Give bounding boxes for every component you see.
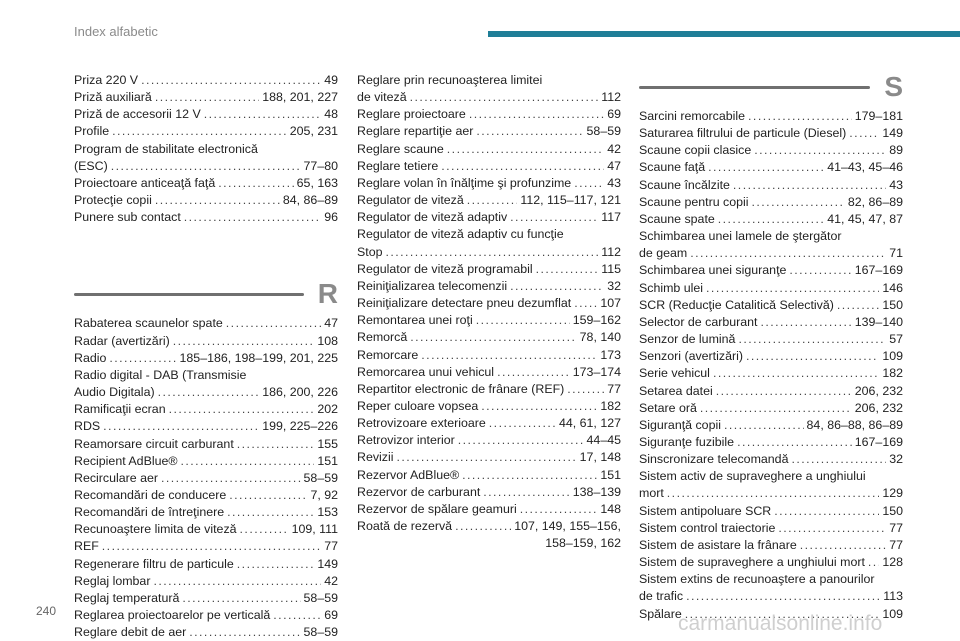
- index-entry: Regulator de viteză adaptiv . . . 117: [357, 209, 621, 226]
- index-entry: Priză de accesorii 12 V . . . 48: [74, 106, 338, 123]
- index-entry: Priza 220 V . . . 49: [74, 72, 338, 89]
- index-entry: Repartitor electronic de frânare (REF) . . . 77: [357, 381, 621, 398]
- index-entry: Rezervor de spălare geamuri . . . 148: [357, 501, 621, 518]
- index-entry: Reglare proiectoare . . . 69: [357, 106, 621, 123]
- index-entry: Sarcini remorcabile . . . 179–181: [639, 108, 903, 125]
- index-entry: Remontarea unei roţi . . . 159–162: [357, 312, 621, 329]
- index-entry: Reiniţializarea telecomenzii . . . 32: [357, 278, 621, 295]
- index-entry: Scaune încălzite . . . 43: [639, 177, 903, 194]
- index-entry: Retrovizor interior . . . 44–45: [357, 432, 621, 449]
- index-entry: Remorcă . . . 78, 140: [357, 329, 621, 346]
- index-entry: Revizii . . . 17, 148: [357, 449, 621, 466]
- index-entry: Reglaj temperatură . . . 58–59: [74, 590, 338, 607]
- index-entry: Siguranţe fuzibile . . . 167–169: [639, 434, 903, 451]
- section-letter: S: [884, 71, 903, 102]
- index-entry: de trafic . . . 113: [639, 588, 903, 605]
- index-entry: Reamorsare circuit carburant . . . 155: [74, 436, 338, 453]
- header-accent-bar: [488, 31, 960, 37]
- index-entry: Retrovizoare exterioare . . . 44, 61, 127: [357, 415, 621, 432]
- index-entry-line: Reglare prin recunoaşterea limitei: [357, 73, 543, 87]
- index-column-2: [357, 72, 621, 552]
- index-entry: Reper culoare vopsea . . . 182: [357, 398, 621, 415]
- index-entry: Schimbarea unei siguranţe . . . 167–169: [639, 262, 903, 279]
- page-number: 240: [36, 604, 57, 618]
- section-divider: [74, 293, 304, 296]
- index-entry: Stop . . . 112: [357, 244, 621, 261]
- index-entry-line: Program de stabilitate electronică: [74, 141, 258, 156]
- index-entry: Senzor de lumină . . . 57: [639, 331, 903, 348]
- index-entry: Protecţie copii . . . 84, 86–89: [74, 192, 338, 209]
- index-entry: Schimb ulei . . . 146: [639, 280, 903, 297]
- index-column-3: [639, 72, 903, 623]
- index-entry: Profile . . . 205, 231: [74, 123, 338, 140]
- index-entry: Saturarea filtrului de particule (Diesel) . . . 149: [639, 125, 903, 142]
- index-column-1: [74, 72, 338, 641]
- index-entry: Reglare debit de aer . . . 58–59: [74, 624, 338, 641]
- index-entry: Proiectoare anticeaţă faţă . . . 65, 163: [74, 175, 338, 192]
- index-entry: Punere sub contact . . . 96: [74, 209, 338, 226]
- index-entry: Roată de rezervă . . . 107, 149, 155–156,: [357, 518, 621, 535]
- index-entry: Sistem de asistare la frânare . . . 77: [639, 537, 903, 554]
- index-entry-continuation: 158–159, 162: [545, 536, 621, 551]
- index-entry-line: Sistem extins de recunoaştere a panourilor: [639, 572, 875, 587]
- index-entry: (ESC) . . . 77–80: [74, 158, 338, 175]
- section-heading-r: [74, 279, 338, 309]
- index-entry: Scaune pentru copii . . . 82, 86–89: [639, 194, 903, 211]
- index-entry: Recipient AdBlue® . . . 151: [74, 453, 338, 470]
- index-entry: Radio . . . 185–186, 198–199, 201, 225: [74, 350, 338, 367]
- index-entry: Selector de carburant . . . 139–140: [639, 314, 903, 331]
- index-entry: Recunoaştere limita de viteză . . . 109, 111: [74, 521, 338, 538]
- index-entry: Sistem control traiectorie . . . 77: [639, 520, 903, 537]
- index-entry: Priză auxiliară . . . 188, 201, 227: [74, 89, 338, 106]
- running-header-title: Index alfabetic: [74, 24, 158, 39]
- index-entry: Setare oră . . . 206, 232: [639, 400, 903, 417]
- index-entry: RDS . . . 199, 225–226: [74, 418, 338, 435]
- index-entry: Senzori (avertizări) . . . 109: [639, 348, 903, 365]
- index-entry: Spălare . . . 109: [639, 606, 903, 623]
- index-entry: Sinscronizare telecomandă . . . 32: [639, 451, 903, 468]
- index-entry: Rezervor AdBlue® . . . 151: [357, 467, 621, 484]
- index-entry-line: Sistem activ de supraveghere a unghiului: [639, 469, 866, 484]
- index-entry: SCR (Reducţie Catalitică Selectivă) . . . 150: [639, 297, 903, 314]
- index-entry-line: Radio digital - DAB (Transmisie: [74, 367, 247, 382]
- index-entry: Scaune copii clasice . . . 89: [639, 142, 903, 159]
- index-entry: Reglaj lombar . . . 42: [74, 573, 338, 590]
- index-entry: Sistem antipoluare SCR . . . 150: [639, 503, 903, 520]
- index-entry: de viteză . . . 112: [357, 89, 621, 106]
- index-entry: Regulator de viteză . . . 112, 115–117, 121: [357, 192, 621, 209]
- index-entry: Ramificaţii ecran . . . 202: [74, 401, 338, 418]
- index-entry: REF . . . 77: [74, 538, 338, 555]
- index-entry: Reiniţializare detectare pneu dezumflat . . . 107: [357, 295, 621, 312]
- index-entry: Scaune spate . . . 41, 45, 47, 87: [639, 211, 903, 228]
- section-divider: [639, 86, 870, 89]
- section-heading-s: [639, 72, 903, 102]
- index-entry: mort . . . 129: [639, 485, 903, 502]
- index-entry: Regenerare filtru de particule . . . 149: [74, 556, 338, 573]
- index-entry: Recirculare aer . . . 58–59: [74, 470, 338, 487]
- index-entry: Sistem de supraveghere a unghiului mort . . . 128: [639, 554, 903, 571]
- index-entry: Remorcare . . . 173: [357, 347, 621, 364]
- index-entry: Regulator de viteză programabil . . . 115: [357, 261, 621, 278]
- index-entry: Remorcarea unui vehicul . . . 173–174: [357, 364, 621, 381]
- index-entry: Reglarea proiectoarelor pe verticală . . . 69: [74, 607, 338, 624]
- watermark: carmanualsonline.info: [678, 612, 883, 635]
- index-entry: Reglare volan în înălţime şi profunzime . . . 43: [357, 175, 621, 192]
- index-entry: Reglare scaune . . . 42: [357, 141, 621, 158]
- index-entry: Rezervor de carburant . . . 138–139: [357, 484, 621, 501]
- index-entry: Reglare tetiere . . . 47: [357, 158, 621, 175]
- index-entry: Siguranţă copii . . . 84, 86–88, 86–89: [639, 417, 903, 434]
- index-entry: Scaune faţă . . . 41–43, 45–46: [639, 159, 903, 176]
- section-letter: R: [317, 278, 338, 310]
- index-entry-line: Regulator de viteză adaptiv cu funcţie: [357, 227, 564, 242]
- index-entry: de geam . . . 71: [639, 245, 903, 262]
- index-entry: Reglare repartiţie aer . . . 58–59: [357, 123, 621, 140]
- index-entry: Recomandări de conducere . . . 7, 92: [74, 487, 338, 504]
- index-entry: Recomandări de întreţinere . . . 153: [74, 504, 338, 521]
- index-entry: Radar (avertizări) . . . 108: [74, 333, 338, 350]
- index-entry: Setarea datei . . . 206, 232: [639, 383, 903, 400]
- index-entry: Serie vehicul . . . 182: [639, 365, 903, 382]
- index-entry: Audio Digitala) . . . 186, 200, 226: [74, 384, 338, 401]
- index-entry-line: Schimbarea unei lamele de ştergător: [639, 229, 842, 244]
- index-entry: Rabaterea scaunelor spate . . . 47: [74, 315, 338, 332]
